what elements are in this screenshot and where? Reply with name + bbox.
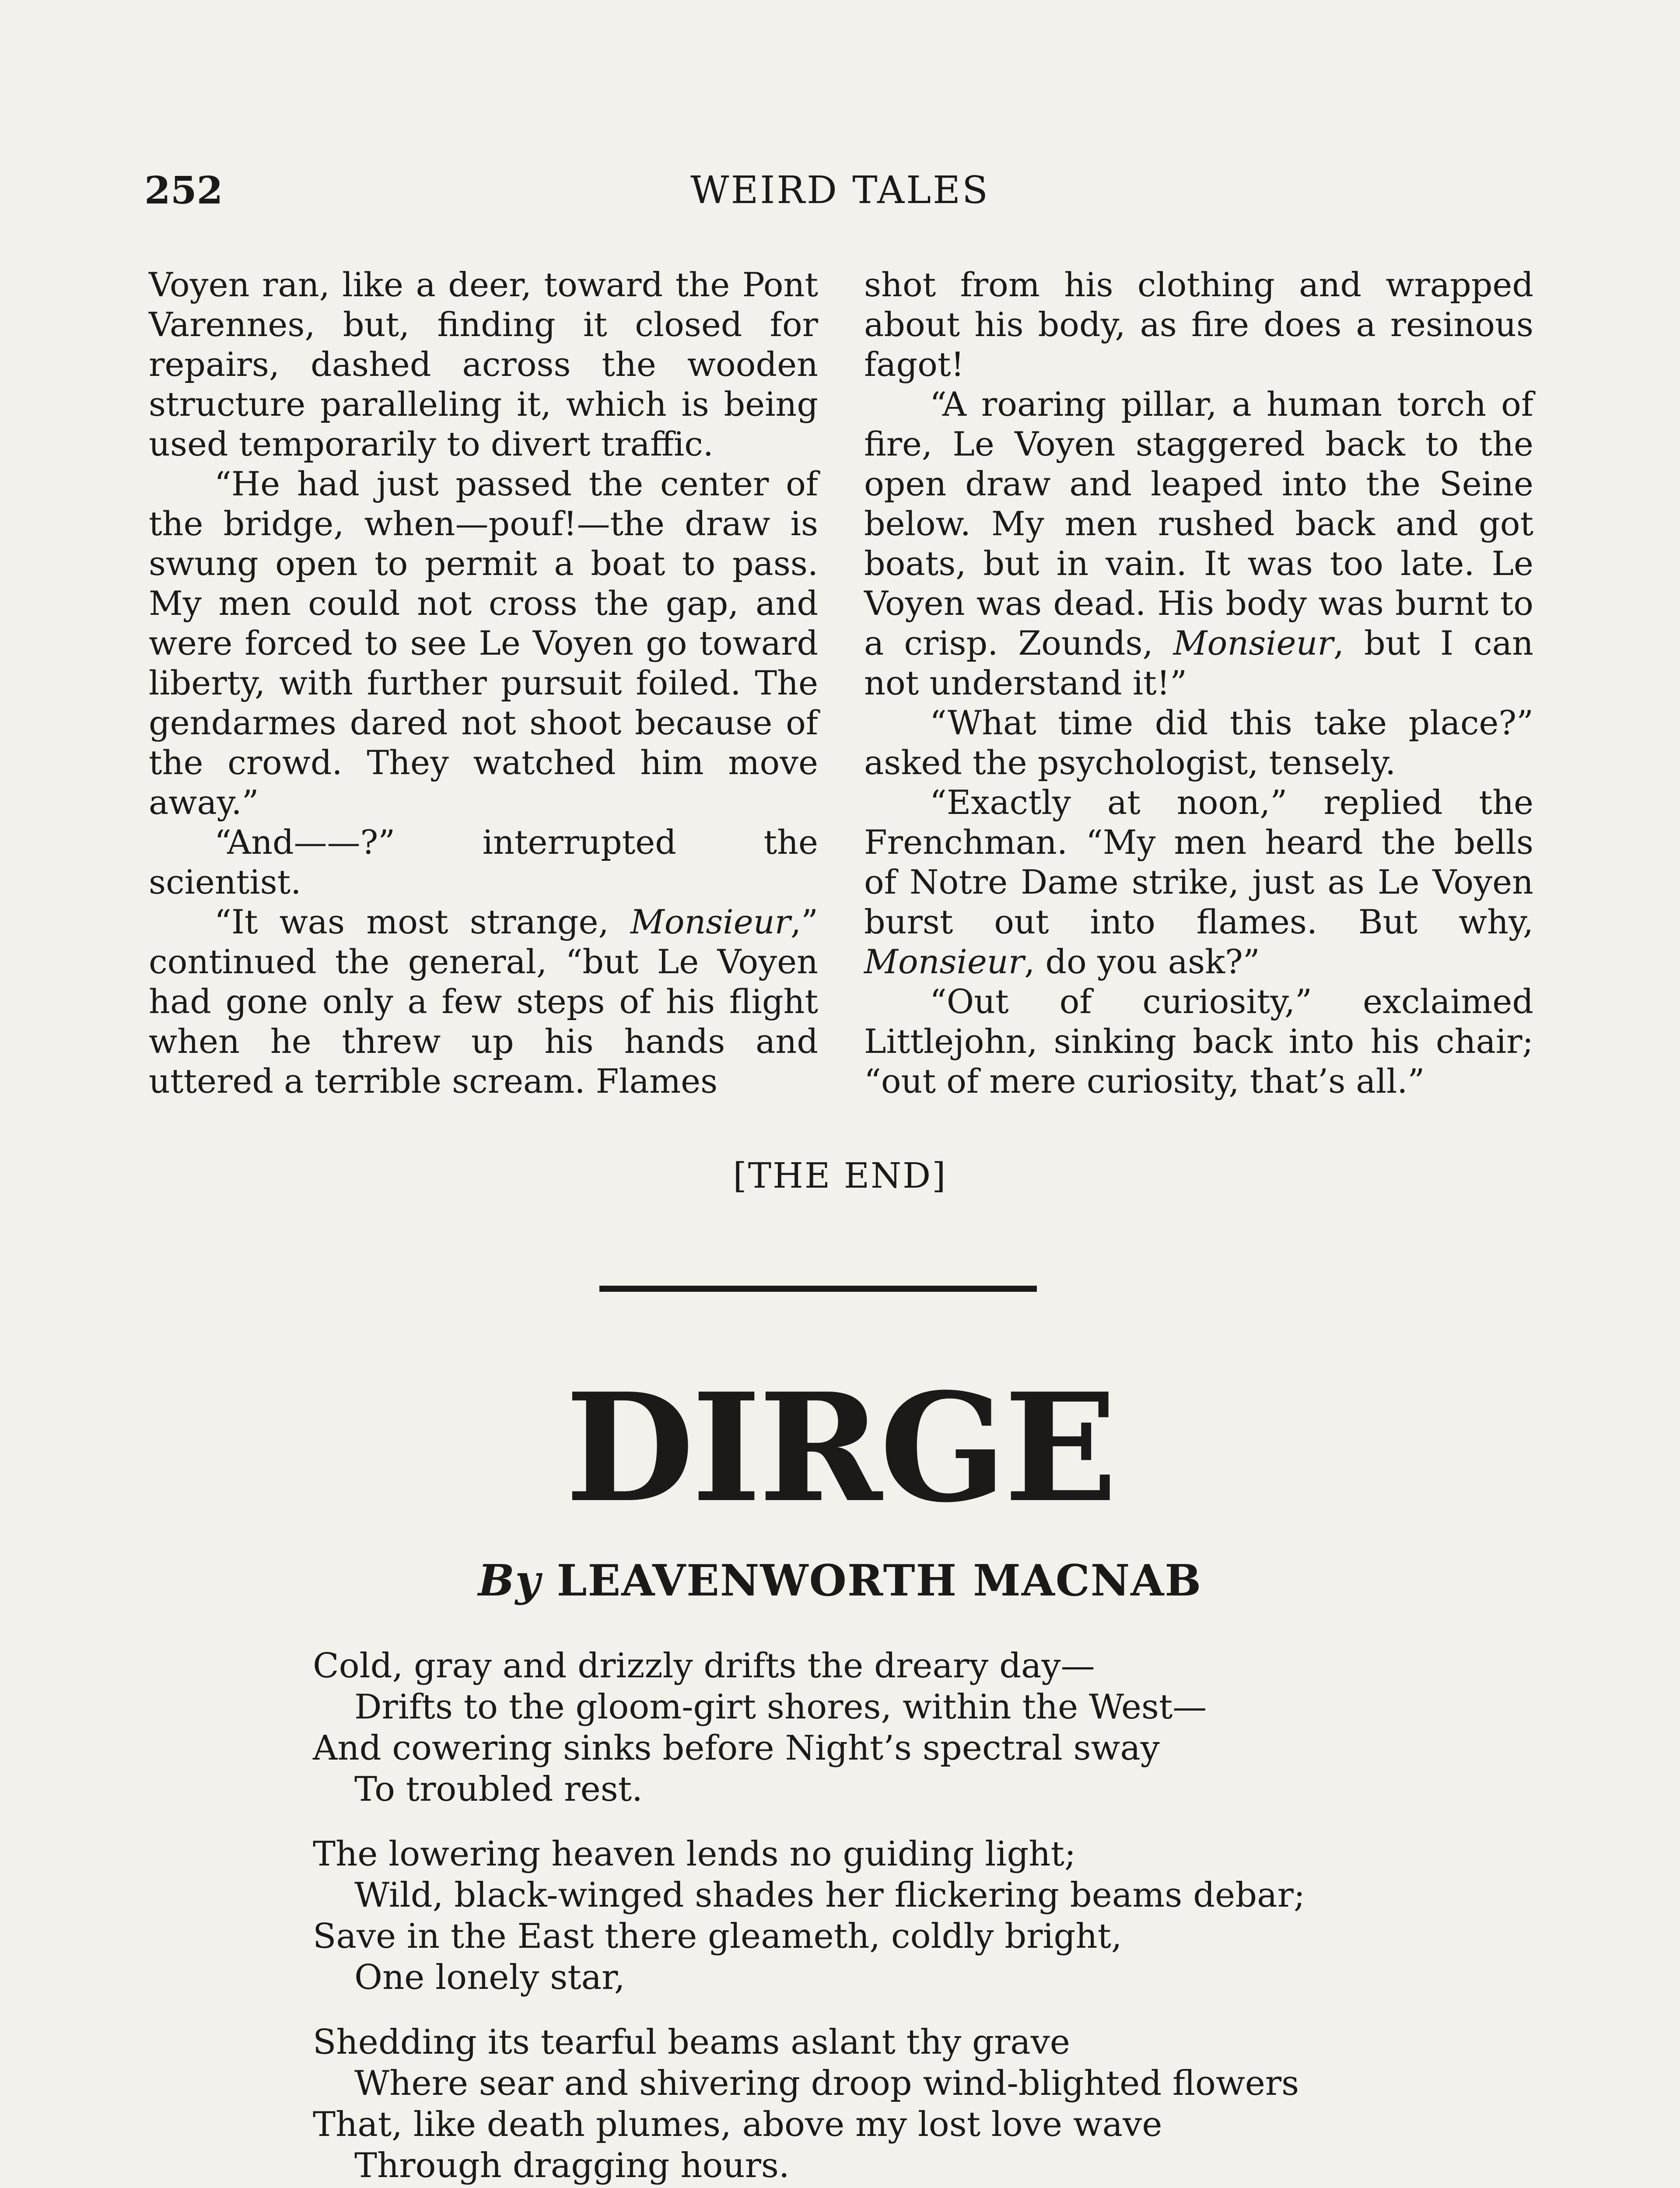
paragraph: Voyen ran, like a deer, toward the Pont Varennes, but, finding it closed for repairs, dashed across the wooden structure paralleling it, which is being used temporarily to divert traffic. xyxy=(149,265,818,463)
left-column xyxy=(149,265,818,1101)
poem-line: To troubled rest. xyxy=(354,1770,643,1809)
poem-line: And cowering sinks before Night’s spectral sway xyxy=(313,1729,1160,1768)
paragraph: “Out of curiosity,” exclaimed Littlejohn, sinking back into his chair; “out of mere curiosity, that’s all.” xyxy=(864,982,1533,1101)
poem-line: That, like death plumes, above my lost love wave xyxy=(313,2105,1162,2144)
poem-line: Through dragging hours. xyxy=(354,2146,790,2185)
poem-byline xyxy=(0,1556,1680,1606)
poem-line: Save in the East there gleameth, coldly bright, xyxy=(313,1917,1122,1956)
running-title: WEIRD TALES xyxy=(690,168,990,212)
poem-stanza xyxy=(313,2022,1538,2186)
poem-stanza xyxy=(313,1645,1538,1810)
poem-line: One lonely star, xyxy=(354,1958,625,1997)
poem-line: Drifts to the gloom-girt shores, within the West— xyxy=(354,1687,1207,1727)
paragraph: shot from his clothing and wrapped about his body, as fire does a resinous fagot! xyxy=(864,265,1533,384)
poem-line: Cold, gray and drizzly drifts the dreary day— xyxy=(313,1646,1095,1686)
right-column xyxy=(864,265,1533,1101)
poem-stanza xyxy=(313,1834,1538,1998)
byline-by: By xyxy=(478,1556,541,1606)
page-number: 252 xyxy=(144,168,223,213)
paragraph: “What time did this take place?” asked the psychologist, tensely. xyxy=(864,703,1533,782)
poem-line: Wild, black-winged shades her flickering beams debar; xyxy=(354,1876,1306,1915)
poem-author: LEAVENWORTH MACNAB xyxy=(556,1556,1202,1606)
poem-line: Shedding its tearful beams aslant thy grave xyxy=(313,2023,1070,2062)
the-end-marker: [THE END] xyxy=(733,1155,947,1196)
page-header xyxy=(144,168,1536,217)
story-columns xyxy=(149,265,1540,1144)
paragraph: “It was most strange, Monsieur,” continued the general, “but Le Voyen had gone only a few steps of his flight when he threw up his hands and uttered a terrible scream. Flames xyxy=(149,902,818,1101)
paragraph: “Exactly at noon,” replied the Frenchman. “My men heard the bells of Notre Dame strike, just as Le Voyen burst out into flames. But why, Monsieur, do you ask?” xyxy=(864,783,1533,981)
poem-title: DIRGE xyxy=(565,1361,1115,1536)
poem-line: Where sear and shivering droop wind-blighted flowers xyxy=(354,2064,1299,2103)
paragraph: “And——?” interrupted the scientist. xyxy=(149,823,818,901)
paragraph: “A roaring pillar, a human torch of fire, Le Voyen staggered back to the open draw and leaped into the Seine below. My men rushed back and got boats, but in vain. It was too late. Le Voyen was dead. His body was burnt to a crisp. Zounds, Monsieur, but I can not understand it!” xyxy=(864,385,1533,702)
poem-line: The lowering heaven lends no guiding light; xyxy=(313,1834,1076,1874)
section-divider xyxy=(599,1286,1037,1292)
paragraph: “He had just passed the center of the bridge, when—pouf!—the draw is swung open to permit a boat to pass. My men could not cross the gap, and were forced to see Le Voyen go toward liberty, with further pursuit foiled. The gendarmes dared not shoot because of the crowd. They watched him move away.” xyxy=(149,464,818,822)
